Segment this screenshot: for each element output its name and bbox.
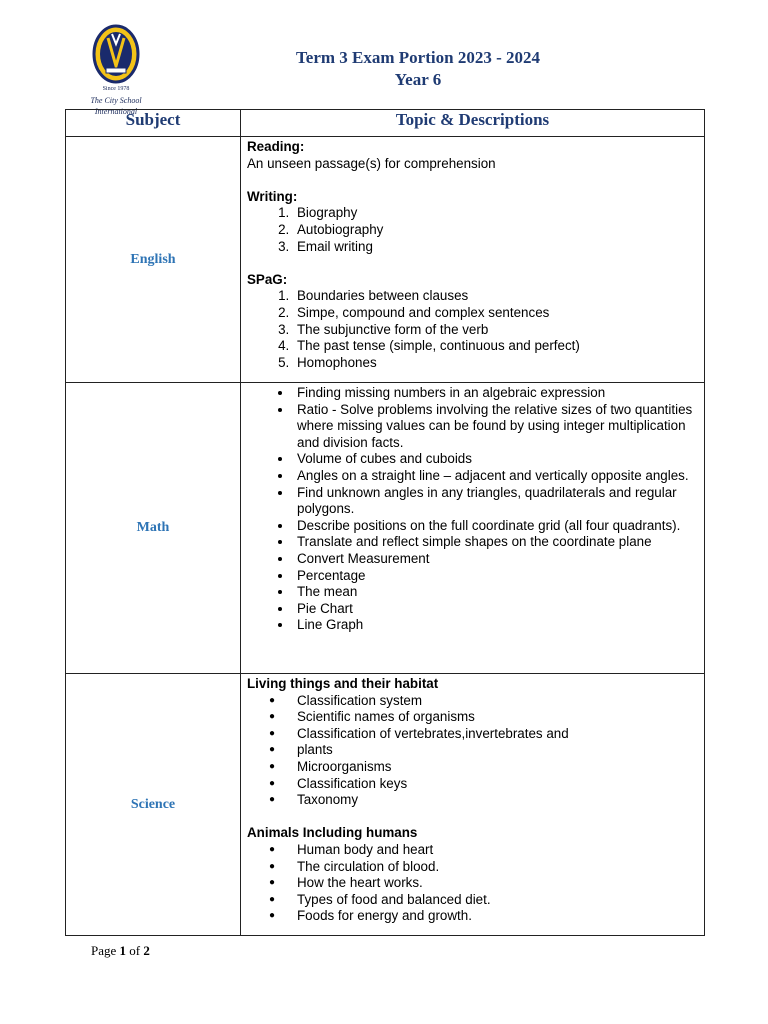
- science-section2-list: [247, 842, 698, 925]
- page-number: 1: [119, 943, 127, 958]
- list-item: 5. Homophones: [293, 355, 698, 372]
- list-item: ● The circulation of blood.: [293, 859, 698, 876]
- list-item: • Convert Measurement: [293, 551, 698, 568]
- math-list: [247, 385, 698, 634]
- header-subject: Subject: [66, 110, 241, 137]
- list-item: ● plants: [293, 742, 698, 759]
- header-topics: Topic & Descriptions: [241, 110, 705, 137]
- list-item: ● Scientific names of organisms: [293, 709, 698, 726]
- page-total: 2: [143, 943, 150, 958]
- list-item: • Ratio - Solve problems involving the relative sizes of two quantities where missing values can be found by using integer multiplication and division facts.: [293, 402, 698, 452]
- page-footer: [91, 943, 150, 959]
- list-item: ● How the heart works.: [293, 875, 698, 892]
- list-item: 1. Biography: [293, 205, 698, 222]
- list-item: 2. Autobiography: [293, 222, 698, 239]
- topics-math: [241, 383, 705, 674]
- table-row-math: [66, 383, 705, 674]
- spag-list: [247, 288, 698, 371]
- spag-title: SPaG:: [247, 271, 288, 287]
- list-item: ● Human body and heart: [293, 842, 698, 859]
- list-item: • The mean: [293, 584, 698, 601]
- list-item: 3. Email writing: [293, 239, 698, 256]
- list-item: ● Taxonomy: [293, 792, 698, 809]
- logo-caption-line2: International: [94, 107, 138, 116]
- list-item: ● Foods for energy and growth.: [293, 908, 698, 925]
- document-title: [230, 47, 606, 91]
- topics-science: [241, 674, 705, 936]
- subtitle-line: Year 6: [394, 70, 442, 89]
- list-item: ● Classification keys: [293, 776, 698, 793]
- list-item: • Volume of cubes and cuboids: [293, 451, 698, 468]
- list-item: 1. Boundaries between clauses: [293, 288, 698, 305]
- writing-title: Writing:: [247, 188, 298, 204]
- list-item: • Pie Chart: [293, 601, 698, 618]
- list-item: • Finding missing numbers in an algebraic expression: [293, 385, 698, 402]
- list-item: • Angles on a straight line – adjacent and vertically opposite angles.: [293, 468, 698, 485]
- writing-list: [247, 205, 698, 255]
- science-section1-title: Living things and their habitat: [247, 676, 439, 691]
- list-item: 3. The subjunctive form of the verb: [293, 322, 698, 339]
- topics-english: [241, 137, 705, 383]
- exam-portion-table: [65, 109, 705, 936]
- table-row-science: [66, 674, 705, 936]
- logo-caption-line1: The City School: [90, 96, 142, 105]
- subject-math: Math: [66, 383, 241, 674]
- list-item: 2. Simpe, compound and complex sentences: [293, 305, 698, 322]
- list-item: ● Types of food and balanced diet.: [293, 892, 698, 909]
- reading-title: Reading:: [247, 139, 305, 154]
- science-section1-list: [247, 693, 698, 809]
- of-label: of: [129, 943, 141, 958]
- list-item: ● Microorganisms: [293, 759, 698, 776]
- logo-est: Since 1978: [102, 86, 130, 92]
- list-item: • Find unknown angles in any triangles, quadrilaterals and regular polygons.: [293, 485, 698, 518]
- subject-science: Science: [66, 674, 241, 936]
- list-item: ● Classification system: [293, 693, 698, 710]
- list-item: • Percentage: [293, 568, 698, 585]
- list-item: • Line Graph: [293, 617, 698, 634]
- list-item: • Describe positions on the full coordinate grid (all four quadrants).: [293, 518, 698, 535]
- table-header-row: [66, 110, 705, 137]
- title-line: Term 3 Exam Portion 2023 - 2024: [296, 48, 540, 67]
- list-item: • Translate and reflect simple shapes on the coordinate plane: [293, 534, 698, 551]
- list-item: ● Classification of vertebrates,invertebrates and: [293, 726, 698, 743]
- list-item: 4. The past tense (simple, continuous and perfect): [293, 338, 698, 355]
- subject-english: English: [66, 137, 241, 383]
- page-label: Page: [91, 943, 117, 958]
- table-row-english: [66, 137, 705, 383]
- reading-text: An unseen passage(s) for comprehension: [247, 155, 496, 171]
- science-section2-title: Animals Including humans: [247, 825, 418, 841]
